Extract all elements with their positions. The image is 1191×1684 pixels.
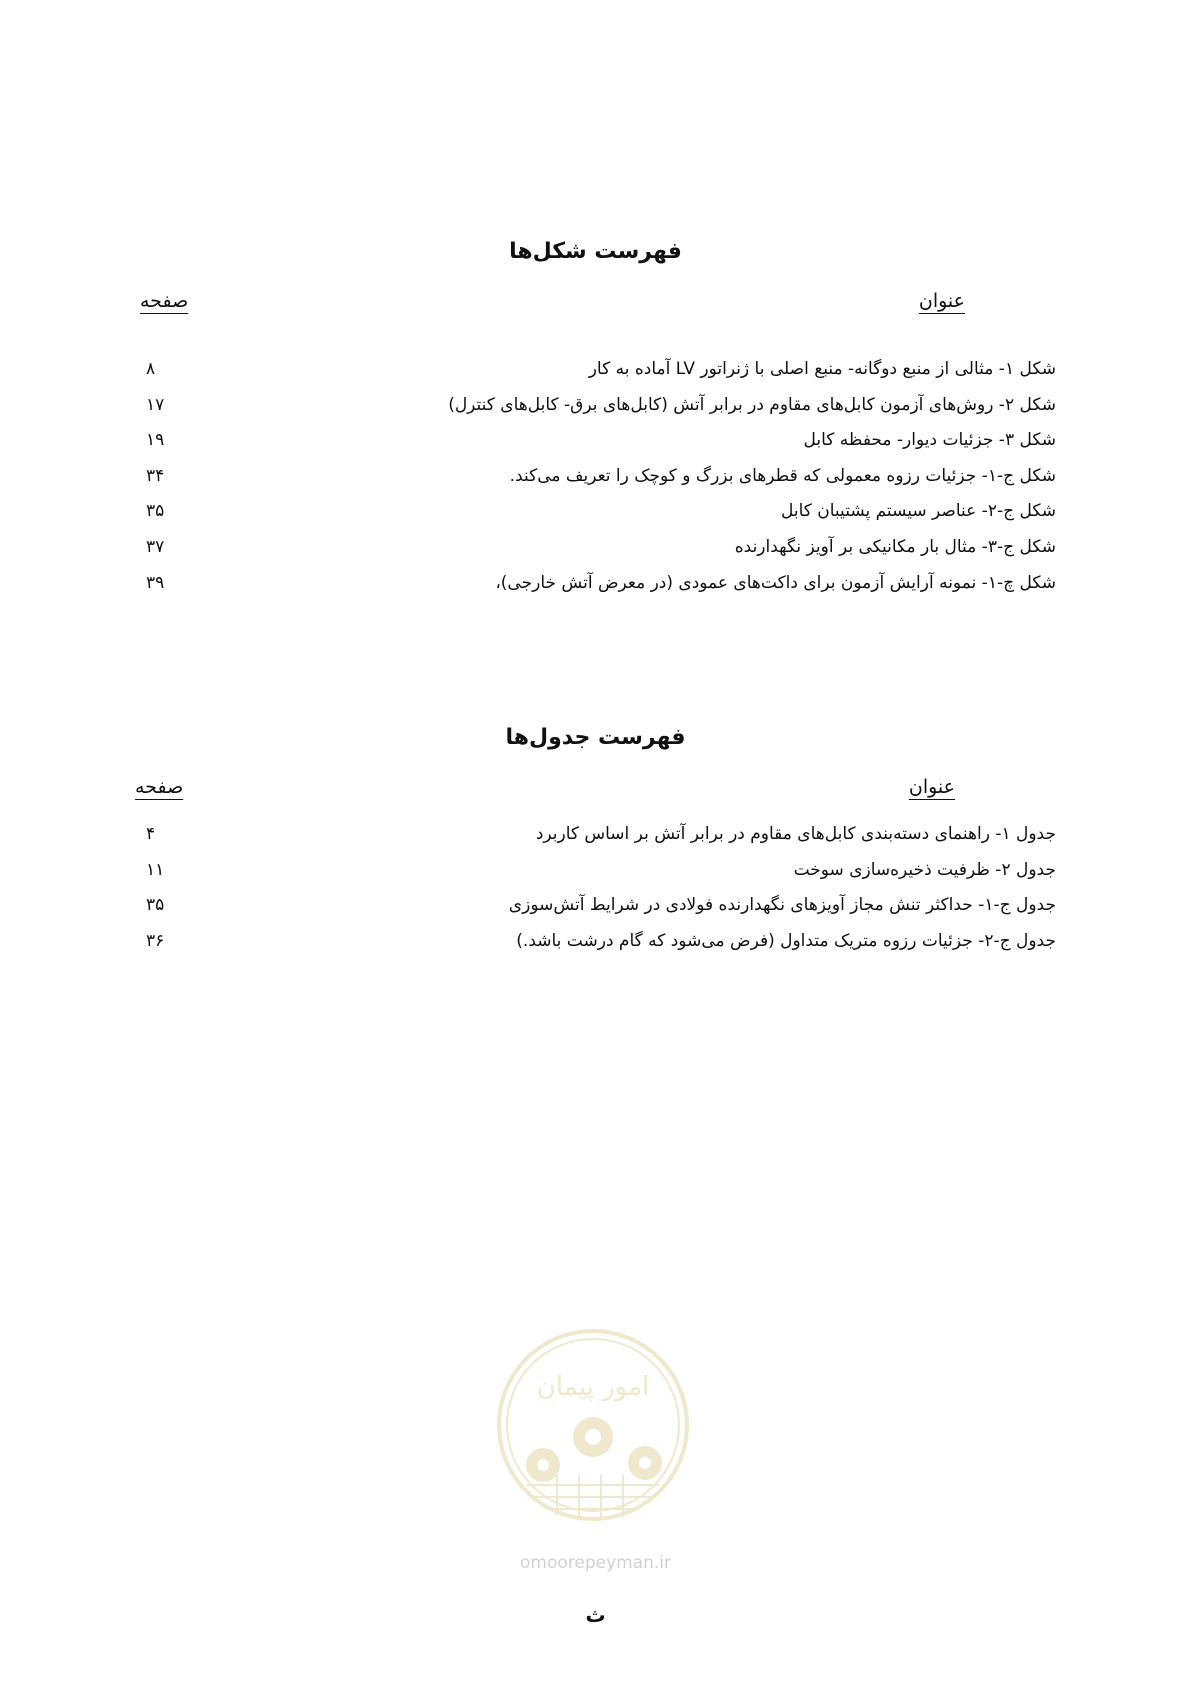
tables-col-page: صفحه — [135, 776, 184, 798]
figure-entry-title: شکل چ-۱- نمونه آرایش آزمون برای داکت‌های عمودی (در معرض آتش خارجی)، — [495, 573, 1056, 593]
table-entry-title: جدول ج-۱- حداکثر تنش مجاز آویزهای نگهدارنده فولادی در شرایط آتش‌سوزی — [508, 895, 1056, 915]
figures-col-page: صفحه — [140, 290, 189, 312]
table-entry[interactable] — [138, 853, 1056, 887]
figure-entry-page: ۳۴ — [146, 466, 165, 486]
figure-entry-title: شکل ج-۳- مثال بار مکانیکی بر آویز نگهدارنده — [734, 537, 1056, 557]
table-entry-page: ۳۶ — [146, 931, 165, 951]
figure-entry[interactable] — [138, 530, 1056, 564]
figure-entry[interactable] — [138, 494, 1056, 528]
table-entry-title: جدول ۲- ظرفیت ذخیره‌سازی سوخت — [793, 860, 1056, 880]
table-entry-page: ۳۵ — [146, 895, 165, 915]
figure-entry[interactable] — [138, 566, 1056, 600]
figure-entry[interactable] — [138, 352, 1056, 386]
figure-entry-page: ۳۷ — [146, 537, 165, 557]
table-entry-page: ۱۱ — [146, 860, 165, 880]
figures-col-title: عنوان — [918, 290, 965, 312]
figure-entry[interactable] — [138, 388, 1056, 422]
figure-entry-title: شکل ۱- مثالی از منبع دوگانه- منبع اصلی با ژنراتور LV آماده به کار — [588, 359, 1056, 379]
table-entry-title: جدول ج-۲- جزئیات رزوه متریک متداول (فرض می‌شود که گام درشت باشد.) — [516, 931, 1056, 951]
figure-entry-page: ۳۵ — [146, 501, 165, 521]
page-number: ث — [585, 1603, 606, 1627]
figure-entry-title: شکل ج-۲- عناصر سیستم پشتیبان کابل — [780, 501, 1056, 521]
figure-entry-page: ۱۷ — [146, 395, 165, 415]
table-entry[interactable] — [138, 924, 1056, 958]
table-entry-title: جدول ۱- راهنمای دسته‌بندی کابل‌های مقاوم در برابر آتش بر اساس کاربرد — [535, 824, 1056, 844]
svg-text:امور پیمان: امور پیمان — [536, 1372, 650, 1402]
figure-entry-title: شکل ۳- جزئیات دیوار- محفظه کابل — [803, 430, 1056, 450]
figure-entry-title: شکل ج-۱- جزئیات رزوه معمولی که قطرهای بزرگ و کوچک را تعریف می‌کند. — [509, 466, 1056, 486]
tables-heading: فهرست جدول‌ها — [505, 725, 686, 750]
table-entry[interactable] — [138, 817, 1056, 851]
tables-col-title: عنوان — [908, 776, 955, 798]
seal-logo-icon — [487, 1325, 699, 1525]
figure-entry-page: ۸ — [146, 359, 156, 379]
table-entry[interactable] — [138, 888, 1056, 922]
figure-entry-page: ۱۹ — [146, 430, 165, 450]
watermark-domain: omoorepeyman.ir — [519, 1553, 672, 1573]
watermark-seal — [487, 1325, 699, 1525]
figure-entry-page: ۳۹ — [146, 573, 165, 593]
figures-heading: فهرست شکل‌ها — [509, 239, 682, 264]
figure-entry-title: شکل ۲- روش‌های آزمون کابل‌های مقاوم در برابر آتش (کابل‌های برق- کابل‌های کنترل) — [448, 395, 1056, 415]
figure-entry[interactable] — [138, 459, 1056, 493]
table-entry-page: ۴ — [146, 824, 156, 844]
figure-entry[interactable] — [138, 423, 1056, 457]
